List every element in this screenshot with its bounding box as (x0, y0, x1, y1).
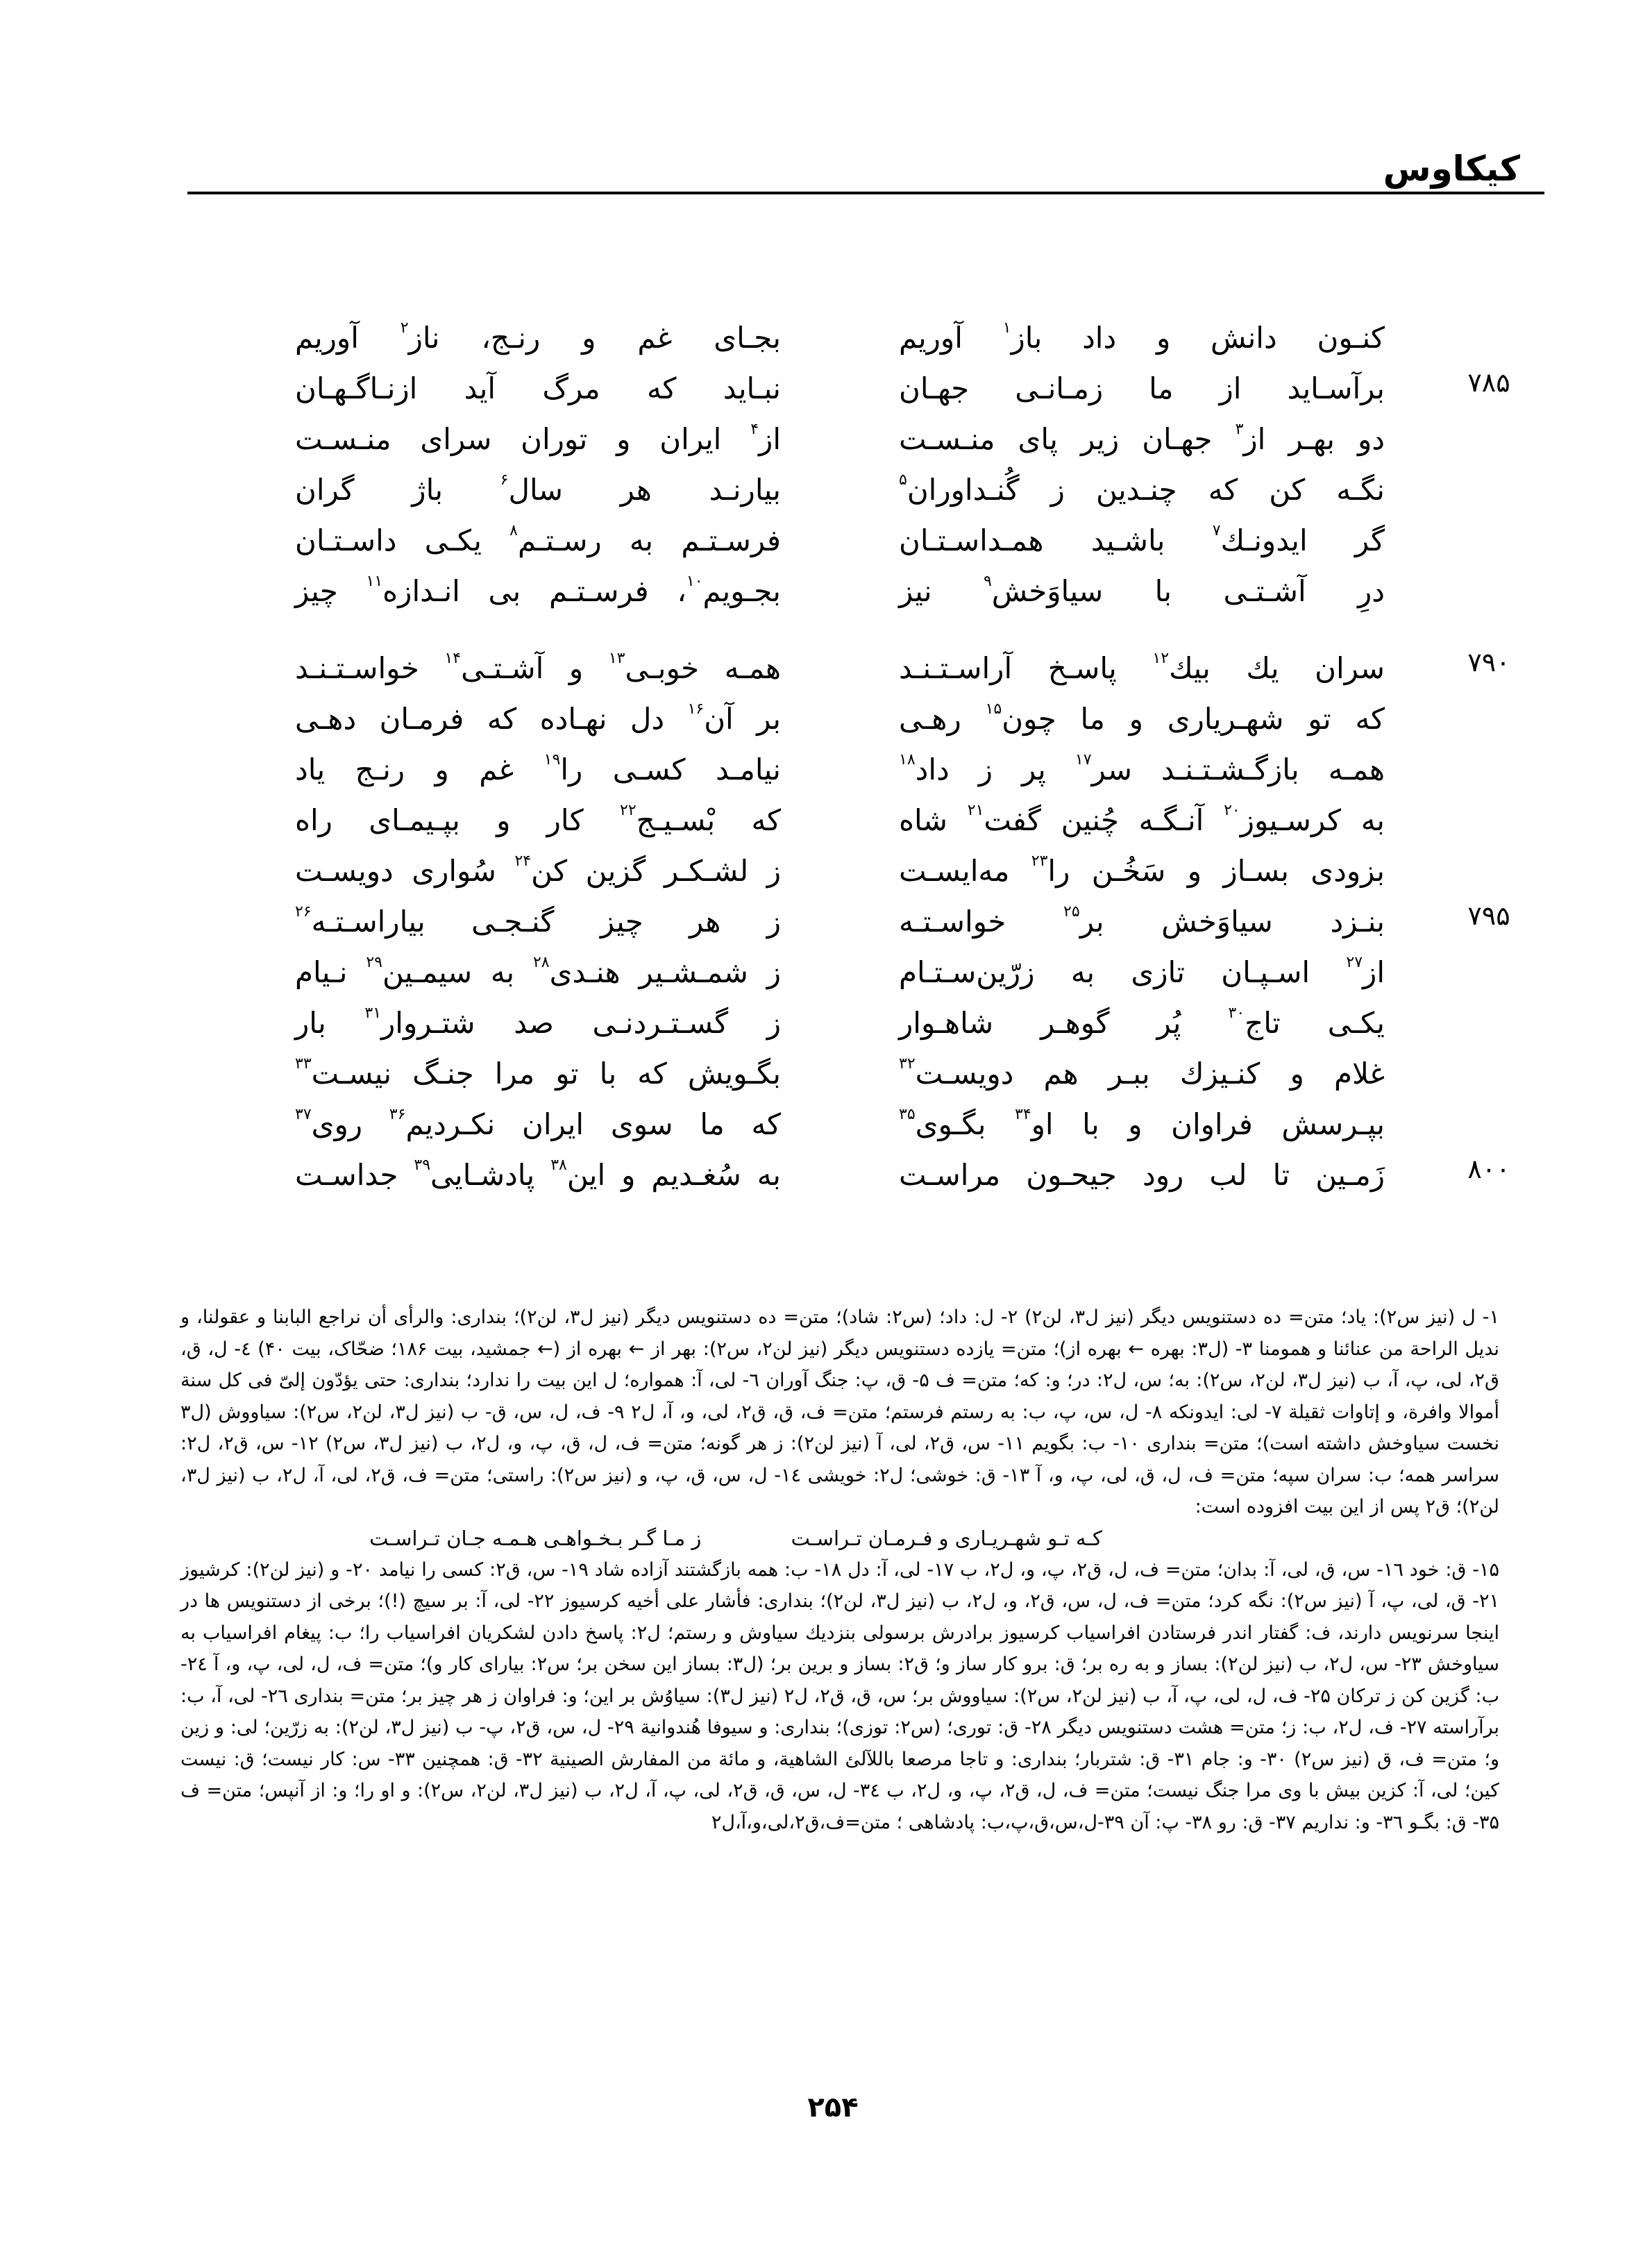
hemistich-text: بزودی بسـاز و سَخُـن را (1047, 854, 1385, 888)
bayt-row (180, 363, 1541, 414)
hemistich-second (295, 566, 781, 616)
footnote-marker: ۲۸ (532, 954, 550, 971)
hemistich-text: جهـان زیر پای منـسـت (899, 422, 1236, 456)
hemistich-first (899, 846, 1385, 896)
hemistich-first (899, 363, 1385, 414)
hemistich-text: آوریم (899, 321, 1003, 355)
hemistich-second (295, 414, 781, 464)
hemistich-text: به سُغـدیم و این (566, 1158, 782, 1192)
hemistich-text: زَمـین تا لب رود جیحـون مراسـت (899, 1158, 1385, 1192)
bayt-row (180, 566, 1541, 616)
hemistich-second (295, 643, 781, 693)
bayt-row (180, 846, 1541, 896)
hemistich-first (899, 998, 1385, 1048)
bayt-row (180, 643, 1541, 693)
verse-number: ۷۹۵ (1467, 900, 1510, 931)
hemistich-text: باژ گران (295, 473, 500, 507)
bayt-row (180, 515, 1541, 566)
hemistich-second (295, 896, 781, 947)
footnote-marker: ۳۲ (899, 1055, 916, 1073)
footnote-marker: ۲۲ (620, 802, 637, 819)
hemistich-text: همـه بازگـشـتـنـد سر (1091, 752, 1385, 787)
bayt-row (180, 795, 1541, 846)
footnote-marker: ۲ (400, 319, 409, 337)
hemistich-second (295, 515, 781, 566)
hemistich-text: بار (295, 1006, 365, 1040)
hemistich-first (899, 566, 1385, 616)
verse-number: ۸۰۰ (1467, 1154, 1510, 1184)
hemistich-second (295, 947, 781, 998)
bayt-row (180, 693, 1541, 744)
hemistich-first (899, 693, 1385, 744)
verse-number: ۷۹۰ (1467, 647, 1510, 678)
hemistich-text: که ما سوی ایران نکـردیم (405, 1107, 781, 1141)
hemistich-text: شاه (899, 803, 968, 837)
hemistich-text: سُواری دویسـت (295, 854, 515, 888)
hemistich-text: ز شمـشـیر هنـدی (549, 955, 781, 989)
footnotes (180, 1302, 1499, 1838)
hemistich-first (899, 464, 1385, 515)
header-rule (187, 192, 1544, 194)
footnote-marker: ۲۰ (1224, 802, 1240, 819)
hemistich-text: برآسـاید از ما زمـانـی جهـان (899, 371, 1385, 405)
bayt-row (180, 1099, 1541, 1150)
hemistich-text: گر ایدونـك (1220, 523, 1385, 557)
hemistich-text: مه‌ایسـت (899, 854, 1031, 888)
hemistich-text: ز لشـکـر گزین کن (531, 854, 782, 888)
footnote-verse (180, 1523, 1499, 1554)
hemistich-text: اسـپـان تازی به زرّین‌سـتـام (899, 955, 1347, 989)
hemistich-text: ز هر چیز گنـجـی بیاراسـتـه (311, 905, 781, 939)
hemistich-second (295, 464, 781, 515)
stanza (180, 312, 1541, 616)
bayt-row (180, 998, 1541, 1048)
hemistich-text: خواسـتـه (899, 905, 1064, 939)
hemistich-text: رهـی (899, 702, 986, 736)
hemistich-text: پُر گوهـر شاهـوار (899, 1006, 1229, 1040)
footnote-marker: ۱۳ (608, 650, 625, 667)
footnote-marker: ۱۲ (1152, 650, 1170, 667)
hemistich-first (899, 1099, 1385, 1150)
hemistich-text: بجـای غم و رنـج، ناز (408, 321, 781, 355)
footnote-marker: ۲۴ (514, 852, 532, 870)
poem-body (180, 312, 1541, 1227)
hemistich-second (295, 1099, 781, 1150)
footnote-marker: ۳۳ (295, 1055, 312, 1073)
hemistich-text: به کرسـیوز (1240, 803, 1385, 837)
hemistich-text: روی (311, 1107, 389, 1141)
footnote-marker: ۳۱ (364, 1004, 382, 1022)
footnote-marker: ۸ (509, 522, 518, 539)
footnote-marker: ۲۳ (1031, 852, 1048, 870)
bayt-row (180, 464, 1541, 515)
hemistich-text: ، فرسـتـم بی انـدازه (382, 574, 686, 608)
hemistich-text: همـه خوبـی (625, 651, 781, 685)
hemistich-text: دو بهـر از (1243, 422, 1385, 456)
stanza (180, 643, 1541, 1200)
hemistich-first (899, 515, 1385, 566)
footnote-marker: ۳۶ (389, 1106, 406, 1123)
hemistich-second (295, 795, 781, 846)
footnote-verse-second: ز مـا گـر بـخـواهـی هـمـه جـان تـراسـت (369, 1526, 702, 1550)
hemistich-second (295, 1048, 781, 1099)
footnote-marker: ۱۱ (366, 573, 383, 590)
bayt-row (180, 1048, 1541, 1099)
hemistich-text: یکـی تاج (1245, 1006, 1385, 1040)
hemistich-text: یکـی داسـتـان (295, 523, 510, 557)
hemistich-text: بیارنـد هر سال (508, 473, 781, 507)
hemistich-text: بپـرسش فراوان و با او (1031, 1107, 1385, 1141)
bayt-row (180, 896, 1541, 947)
hemistich-text: فرسـتـم به رسـتـم (517, 523, 782, 557)
hemistich-text: و آشـتـی (461, 651, 609, 685)
hemistich-text: چیز (295, 574, 366, 608)
hemistich-text: نـیام (295, 955, 366, 989)
footnote-marker: ۷ (1212, 522, 1221, 539)
footnote-marker: ۳۵ (899, 1106, 916, 1123)
footnote-marker: ۳۹ (414, 1157, 431, 1174)
footnote-marker: ۳۴ (1015, 1106, 1031, 1123)
hemistich-text: غم و رنـج یاد (295, 752, 544, 787)
hemistich-text: جداسـت (295, 1158, 414, 1192)
footnote-marker: ۲۶ (295, 903, 312, 920)
hemistich-first (899, 795, 1385, 846)
hemistich-text: که تو شهـریاری و ما چون (1002, 702, 1385, 736)
hemistich-text: غلام و کنـیزك ببـر هم دویسـت (915, 1057, 1385, 1091)
hemistich-second (295, 744, 781, 795)
footnote-marker: ۳۸ (550, 1157, 567, 1174)
hemistich-text: آنـگـه چُنین گفت (984, 803, 1224, 837)
hemistich-text: نگـه کن که چنـدین ز گُنـداوران (907, 473, 1385, 507)
hemistich-text: پاسـخ آراسـتـنـد (899, 651, 1153, 685)
hemistich-second (295, 693, 781, 744)
footnote-marker: ۶ (500, 471, 509, 489)
footnote-marker: ۲۷ (1346, 954, 1363, 971)
hemistich-first (899, 414, 1385, 464)
footnote-marker: ۱۵ (985, 700, 1002, 718)
hemistich-text: از (1363, 955, 1385, 989)
footnote-marker: ۹ (983, 573, 992, 590)
footnote-marker: ۴ (750, 421, 759, 438)
hemistich-text: ز گسـتـردنـی صد شتـروار (381, 1006, 781, 1040)
hemistich-first (899, 312, 1385, 363)
footnote-marker: ۱۷ (1074, 751, 1092, 768)
hemistich-text: آوریم (295, 321, 401, 355)
hemistich-text: دل نهـاده که فرمـان دهـی (295, 702, 688, 736)
hemistich-second (295, 363, 781, 414)
hemistich-text: نیامـد کسـی را (560, 752, 781, 787)
footnote-marker: ۱۹ (543, 751, 561, 768)
bayt-row (180, 744, 1541, 795)
hemistich-second (295, 1150, 781, 1200)
hemistich-first (899, 896, 1385, 947)
hemistich-text: بجـویم (702, 574, 781, 608)
hemistich-text: نیز (899, 574, 984, 608)
verse-number: ۷۸۵ (1467, 367, 1510, 398)
footnote-marker: ۲۱ (967, 802, 984, 819)
bayt-row (180, 947, 1541, 998)
footnote-marker: ۵ (899, 471, 907, 489)
hemistich-first (899, 947, 1385, 998)
hemistich-text: که بْسـیـج (636, 803, 781, 837)
footnote-marker: ۱۴ (444, 650, 462, 667)
hemistich-text: پادشـایی (430, 1158, 551, 1192)
page-number: ۲۵۴ (807, 2092, 859, 2124)
hemistich-text: پر ز داد (915, 752, 1075, 787)
bayt-row (180, 312, 1541, 363)
bayt-row (180, 414, 1541, 464)
hemistich-first (899, 643, 1385, 693)
footnote-marker: ۱۸ (899, 751, 916, 768)
hemistich-text: از (759, 422, 781, 456)
page-header-title: کیکاوس (1383, 149, 1520, 189)
footnotes-text-before: ۱- ل (نیز س۲): یاد؛ متن= ده دستنویس دیگر (نیز ل۳، لن۲) ۲- ل: داد؛ (س۲: شاد)؛ متن= ده دستنویس دیگر (نیز ل۳، لن۲)؛ بنداری: والرأی أن نراجع البابنا و عقولنا، و ندیل الراحة من عنائنا و همومنا ۳- (ل۳: بهره ← بهره از)؛ متن= یازده دستنویس دیگر (نیز لن۲، س۲): بهر از ← بهره از (← جمشید، بیت ۱۸۶؛ ضحّاک، بیت ۴۰) ٤- ل، ق، ق۲، لی، پ، آ، ب (نیز ل۳، لن۲، س۲): به؛ س، ل۲: در؛ و: که؛ متن= ف ۵- ق، پ: جنگ آوران ٦- لی، آ: همواره؛ ل این بیت را ندارد؛ بنداری: حتی یؤدّون إلیّ فی کل سنة أموالا وافرة، و إتاوات ثقیلة ۷- لی: ایدونکه ۸- ل، س، پ، ب: به رستم فرستم؛ متن= ف، ق، ق۲، لی، و، آ، ل۲ ۹- ف، ل، س، ق- ب (نیز ل۳، لن۲، س۲): سیاووش (ل۳ نخست سیاوخش داشته است)؛ متن= بنداری ۱۰- ب: بگویم ۱۱- س، ق۲، لی، آ (نیز لن۲): ز هر گونه؛ متن= ف، ل، ق، پ، و، ل۲، ب (نیز ل۳، س۲) ۱۲- س، ق۲، ل۲: سراسر همه؛ ب: سران سپه؛ متن= ف، ل، ق، لی، پ، و، آ ۱۳- ق: خوشی؛ ل۲: خویشی ١٤- ل، س، ق، پ، و (نیز س۲): راستی؛ متن= ف، ق۲، لی، آ، ل۲، ب (نیز ل۳، لن۲)؛ ق۲ پس از این بیت افزوده است: (180, 1306, 1500, 1517)
hemistich-second (295, 312, 781, 363)
hemistich-text: بر آن (704, 702, 781, 736)
bayt-row (180, 1150, 1541, 1200)
hemistich-second (295, 846, 781, 896)
hemistich-second (295, 998, 781, 1048)
hemistich-text: خواسـتـنـد (295, 651, 445, 685)
footnote-verse-first: کـه تـو شهـریـاری و فـرمـان تـراسـت (791, 1526, 1102, 1550)
hemistich-text: نبـاید که مرگ آید ازنـاگـهـان (295, 371, 781, 405)
hemistich-text: بگـویش که با تو مرا جنـگ نیسـت (311, 1057, 781, 1091)
hemistich-text: ایران و توران سرای منـسـت (295, 422, 751, 456)
hemistich-text: سران یك بیك (1169, 651, 1385, 685)
footnote-marker: ۱ (1002, 319, 1011, 337)
hemistich-text: به سیمـین (382, 955, 533, 989)
hemistich-first (899, 744, 1385, 795)
footnote-marker: ۱۶ (687, 700, 705, 718)
hemistich-text: کنـون دانش و داد باز (1011, 321, 1385, 355)
hemistich-text: درِ آشـتـی با سیاوَخش (991, 574, 1385, 608)
hemistich-text: باشـید همـداسـتـان (899, 523, 1213, 557)
footnotes-text-after: ۱۵- ق: خود ١٦- س، ق، لی، آ: بدان؛ متن= ف، ل، ق۲، پ، و، ل۲، ب ۱۷- لی، آ: دل ۱۸- ب: همه بازگشتند آزاده شاد ۱۹- س، ق۲: کسی را نیامد ۲۰- و (نیز لن۲): کرشیوز ۲۱- ق، لی، پ، آ (نیز س۲): نگه کرد؛ متن= ف، ل، س، ق۲، و، ل۲، ب (نیز ل۳، لن۲)؛ بنداری: فأشار علی أخیه کرسیوز ۲۲- لی، آ: بر سیچ (!)؛ برخی از دستنویس ها در اینجا سرنویس دارند، ف: گفتار اندر فرستادن افراسیاب کرسیوز برادرش برسولی بنزدیك سیاوش و رستم؛ ل۲: پاسخ دادن لشکریان افراسیاب را؛ ب: پیغام افراسیاب به سیاوخش ۲۳- س، ل۲، ب (نیز لن۲): بساز و به ره بر؛ ق: برو کار ساز و؛ ق۲: بساز و برین بر؛ (ل۳: بساز این سخن بر؛ س۲: بیارای کار و)؛ متن= ف، ل، لی، پ، و، آ ٢٤- ب: گزین کن ز ترکان ۲۵- ف، ل، لی، پ، آ، ب (نیز لن۲، س۲): سیاووش بر؛ س، ق، ق۲، ل۲ (نیز ل۳): سیاوُش بر این؛ و: فراوان ز هر چیز بر؛ متن= بنداری ۲٦- لی، آ، ب: برآراسته ۲۷- ف، ل۲، ب: ز؛ متن= هشت دستنویس دیگر ۲۸- ق: توری؛ (س۲: توزی)؛ بنداری: و سیوفا هُندوانیة ۲۹- ل، س، ق۲، پ- ب (نیز ل۳، لن۲): به زرّین؛ لی: و زین و؛ متن= ف، ق (نیز س۲) ۳۰- و: جام ۳۱- ق: شتربار؛ بنداری: و تاجا مرصعا باللآلئ الشاهیة، و مائة من المفارش الصینیة ۳۲- ق: همچنین ۳۳- س: کار نیست؛ ق: نیست کین؛ لی، آ: کزین بیش با وی مرا جنگ نیست؛ متن= ف، ل، ق۲، پ، و، ل۲، ب ۳٤- ل، س، ق، ق۲، لی، پ، آ، ل۲، ب (نیز ل۳، لن۲، س۲): و او را؛ و: از آنپس؛ متن= ف ۳۵- ق: بگـو ۳٦- و: نداریم ۳۷- ق: رو ۳۸- پ: آن ۳۹-ل،س،ق،پ،ب: پادشاهی ؛ متن=ف،ق۲،لی،و،آ،ل۲ (180, 1558, 1500, 1833)
footnote-marker: ۲۹ (366, 954, 382, 971)
footnote-marker: ۳۰ (1228, 1004, 1245, 1022)
hemistich-text: بگـوی (915, 1107, 1015, 1141)
footnote-marker: ۱۰ (686, 573, 703, 590)
footnote-marker: ۳۷ (295, 1106, 312, 1123)
hemistich-text: بنـزد سیاوَخش بر (1079, 905, 1385, 939)
hemistich-first (899, 1048, 1385, 1099)
footnote-marker: ۳ (1235, 421, 1244, 438)
footnote-marker: ۲۵ (1063, 903, 1080, 920)
hemistich-first (899, 1150, 1385, 1200)
hemistich-text: کار و بپـیمـای راه (295, 803, 621, 837)
